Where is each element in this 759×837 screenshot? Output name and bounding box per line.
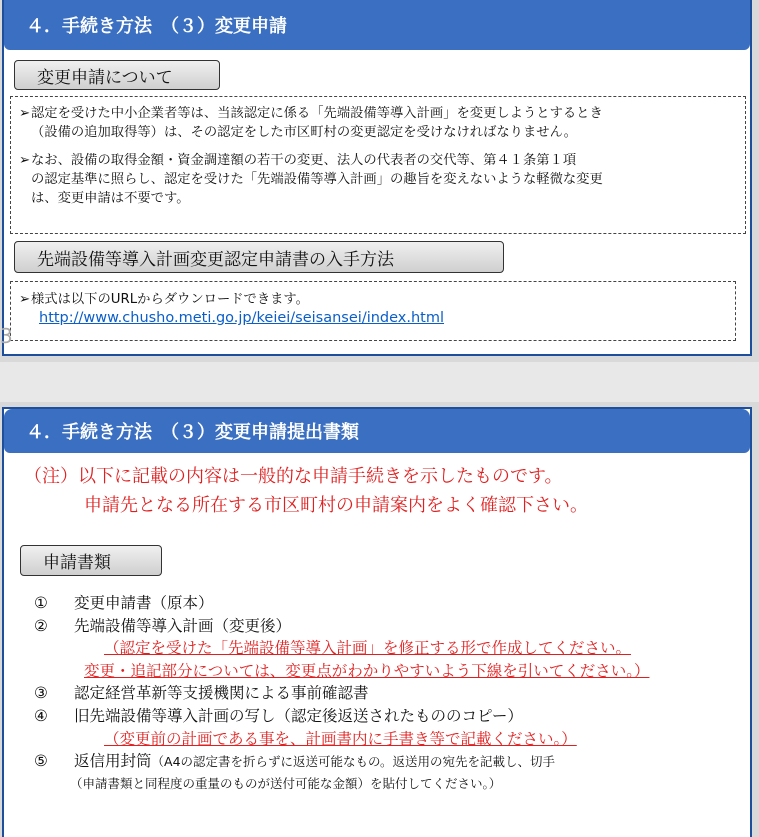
- slide-title: ４．手続き方法 （３）変更申請: [4, 0, 750, 50]
- bullet-1-line-2: （設備の追加取得等）は、その認定をした市区町村の変更認定を受けなければなりません。: [31, 125, 577, 140]
- slide-separator: [0, 362, 759, 402]
- section-tab-documents: 申請書類: [20, 545, 162, 576]
- bullet-2: [19, 151, 741, 211]
- item-5-detail-1: （A4の認定書を折らずに返送可能なもの。返送用の宛先を記載し、切手: [151, 754, 556, 770]
- section-tab-how-to-obtain: 先端設備等導入計画変更認定申請書の入手方法: [14, 241, 504, 273]
- list-item-note: [34, 773, 740, 796]
- download-text: 様式は以下のURLからダウンロードできます。: [31, 292, 309, 307]
- download-box: [10, 281, 736, 341]
- section-tab-about-change: 変更申請について: [14, 60, 220, 90]
- document-list: [34, 592, 740, 795]
- note-line-2: 申請先となる所在する市区町村の申請案内をよく確認下さい。: [84, 495, 588, 516]
- note-line-1: （注）以下に記載の内容は一般的な申請手続きを示したものです。: [24, 466, 563, 487]
- list-item: ⑤ 返信用封筒（A4の認定書を折らずに返送可能なもの。返送用の宛先を記載し、切手: [34, 752, 556, 771]
- arrow-icon: ➢: [19, 106, 31, 121]
- item-5-title: 返信用封筒: [74, 752, 152, 771]
- bullet-2-line-2: の認定基準に照らし、認定を受けた「先端設備等導入計画」の趣旨を変えないような軽微な変更: [31, 172, 603, 187]
- list-item-note: （認定を受けた「先端設備等導入計画」を修正する形で作成してください。: [104, 639, 632, 658]
- list-item-note: 変更・追記部分については、変更点がわかりやすいよう下線を引いてください。）: [84, 661, 650, 680]
- item-5-detail-2: （申請書類と同程度の重量のものが送付可能な金額）を貼付してください。）: [70, 775, 502, 791]
- bullet-2-line-1: なお、設備の取得金額・資金調達額の若干の変更、法人の代表者の交代等、第４１条第１項: [31, 153, 577, 168]
- about-change-box: [10, 96, 746, 234]
- list-item: ① 変更申請書（原本）: [34, 594, 214, 612]
- page-number: 3: [0, 324, 13, 348]
- bullet-2-line-3: は、変更申請は不要です。: [31, 191, 190, 206]
- list-item-note: （変更前の計画である事を、計画書内に手書き等で記載ください。）: [104, 729, 577, 748]
- list-item: ③ 認定経営革新等支援機関による事前確認書: [34, 684, 369, 703]
- download-url-link[interactable]: http://www.chusho.meti.go.jp/keiei/seisansei/index.html: [39, 310, 445, 326]
- arrow-icon: ➢: [19, 292, 31, 307]
- slide-title: ４．手続き方法 （３）変更申請提出書類: [4, 409, 750, 453]
- bullet-1: [19, 104, 741, 144]
- list-item: ④ 旧先端設備等導入計画の写し（認定後返送されたもののコピー）: [34, 706, 523, 725]
- list-item: ② 先端設備等導入計画（変更後）: [34, 616, 292, 635]
- arrow-icon: ➢: [19, 153, 31, 168]
- bullet-1-line-1: 認定を受けた中小企業者等は、当該認定に係る「先端設備等導入計画」を変更しようとするとき: [31, 106, 603, 121]
- download-bullet: [19, 290, 719, 330]
- slide-change-application: [2, 0, 752, 356]
- slide-change-documents: [2, 407, 752, 837]
